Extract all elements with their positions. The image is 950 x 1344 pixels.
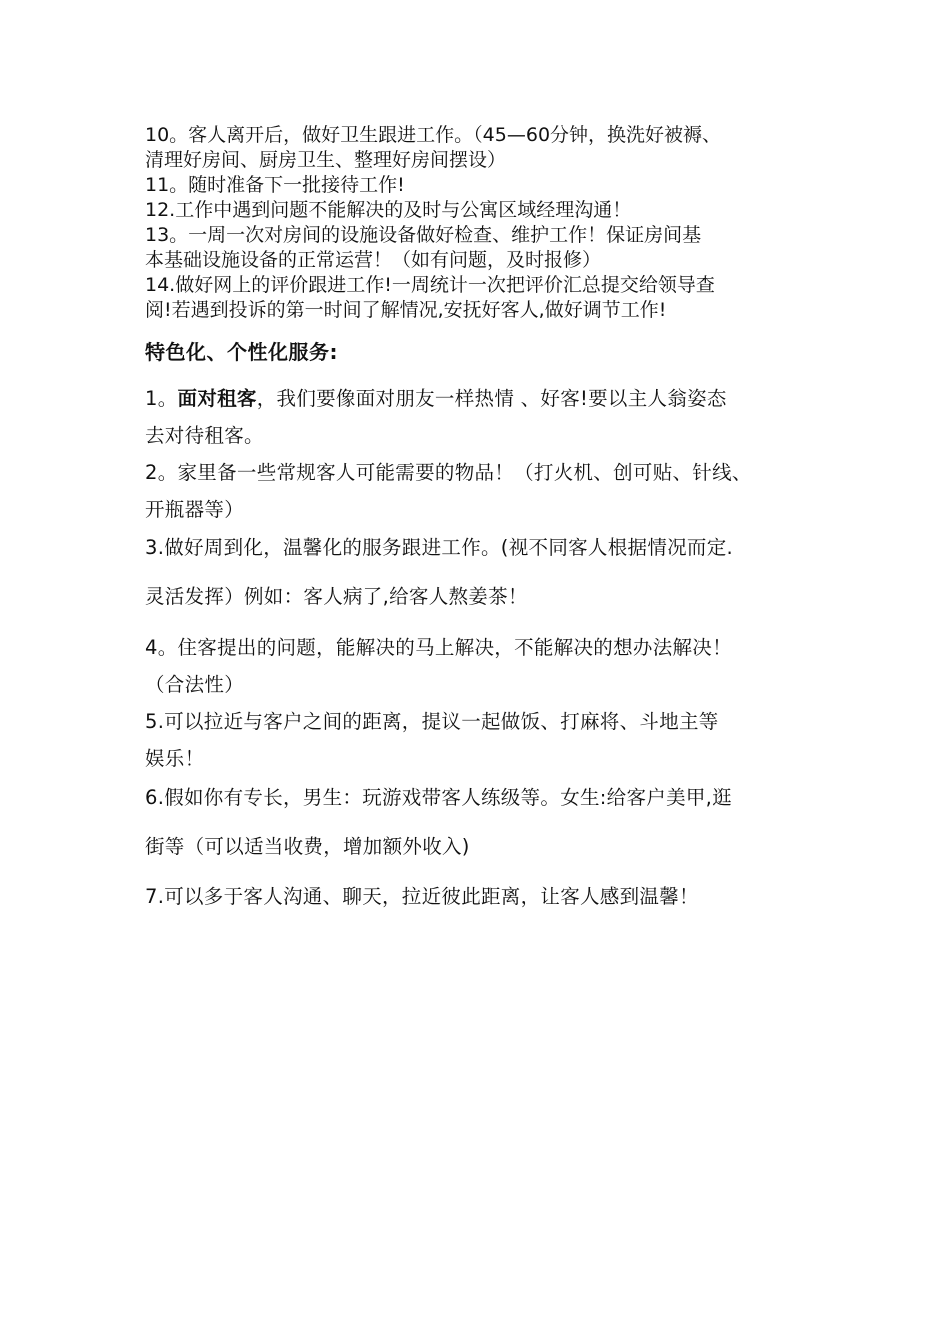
service-item-7 xyxy=(145,878,835,915)
section-heading: 特色化、个性化服务: xyxy=(145,340,338,364)
service-2-line-2: 开瓶器等） xyxy=(145,498,245,521)
service-item-2 xyxy=(145,454,835,528)
service-3-line-1: 3.做好周到化，温馨化的服务跟进工作。(视不同客人根据情况而定. xyxy=(145,536,734,559)
service-6-line-2: 街等（可以适当收费，增加额外收入) xyxy=(145,835,470,858)
duty-14-line-2: 阅!若遇到投诉的第一时间了解情况,安抚好客人,做好调节工作! xyxy=(145,299,667,321)
duty-12: 12.工作中遇到问题不能解决的及时与公寓区域经理沟通！ xyxy=(145,199,632,221)
service-1-number: 1。 xyxy=(145,387,178,410)
service-1-line-1 xyxy=(145,380,835,417)
duty-13-line-2: 本基础设施设备的正常运营！（如有问题，及时报修） xyxy=(145,249,602,271)
service-5-line-1: 5.可以拉近与客户之间的距离，提议一起做饭、打麻将、斗地主等 xyxy=(145,710,719,733)
duty-10-line-2: 清理好房间、厨房卫生、整理好房间摆设） xyxy=(145,149,507,171)
service-5-line-2: 娱乐！ xyxy=(145,747,205,770)
service-6-line-1: 6.假如你有专长，男生：玩游戏带客人练级等。女生:给客户美甲,逛 xyxy=(145,786,732,809)
duty-14-line-1: 14.做好网上的评价跟进工作!一周统计一次把评价汇总提交给领导查 xyxy=(145,274,715,296)
service-1-line-2: 去对待租客。 xyxy=(145,424,264,447)
service-2-line-1: 2。家里备一些常规客人可能需要的物品！（打火机、创可贴、针线、 xyxy=(145,461,752,484)
service-item-3 xyxy=(145,529,835,566)
service-item-3-cont xyxy=(145,578,835,615)
service-4-line-2: （合法性） xyxy=(145,673,245,696)
duty-13-line-1: 13。一周一次对房间的设施设备做好检查、维护工作！保证房间基 xyxy=(145,224,702,246)
service-item-4 xyxy=(145,629,835,703)
service-4-line-1: 4。住客提出的问题，能解决的马上解决，不能解决的想办法解决！ xyxy=(145,636,732,659)
service-item-6-cont xyxy=(145,828,835,865)
service-item-1 xyxy=(145,380,835,454)
duty-10-line-1: 10。客人离开后，做好卫生跟进工作。（45—60分钟，换洗好被褥、 xyxy=(145,124,722,146)
service-1-bold-phrase: 面对租客 xyxy=(177,387,257,410)
duty-list xyxy=(145,123,835,323)
service-item-6 xyxy=(145,779,835,816)
duty-11: 11。随时准备下一批接待工作! xyxy=(145,174,405,196)
service-3-line-2: 灵活发挥）例如：客人病了,给客人熬姜茶！ xyxy=(145,585,528,608)
service-1-text: ，我们要像面对朋友一样热情 、好客!要以主人翁姿态 xyxy=(256,387,727,410)
service-item-5 xyxy=(145,703,835,777)
service-7-line-1: 7.可以多于客人沟通、聊天，拉近彼此距离，让客人感到温馨！ xyxy=(145,885,699,908)
